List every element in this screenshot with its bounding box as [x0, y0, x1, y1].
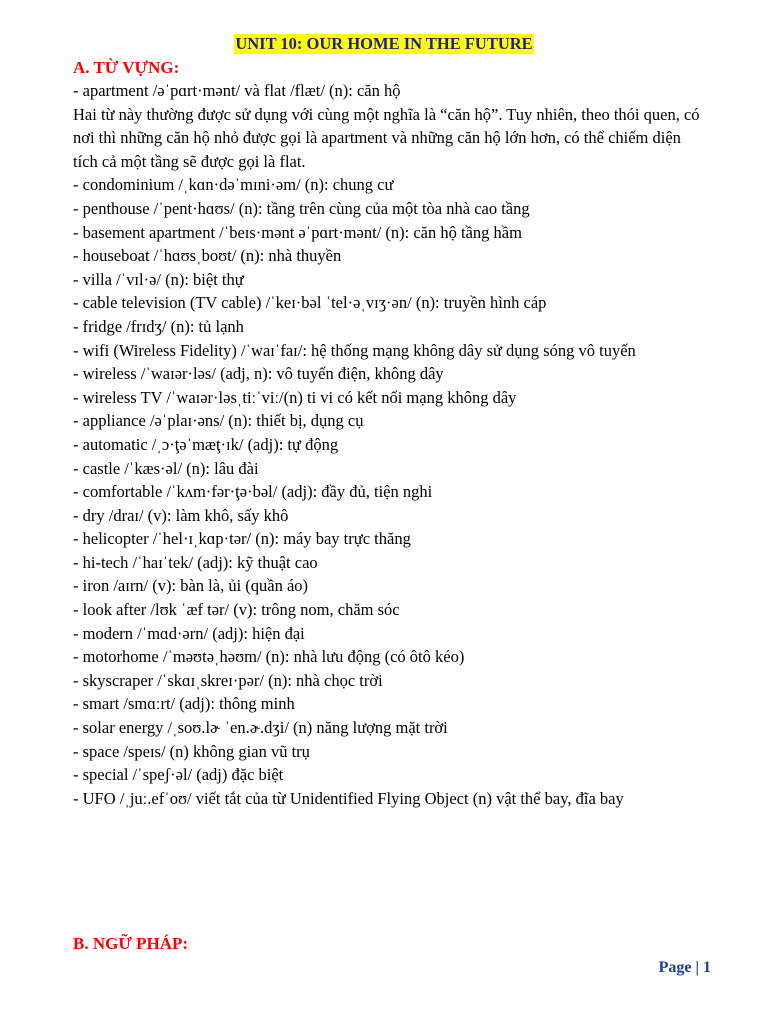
vocab-item: - helicopter /ˈhel·ɪˌkɑp·tər/ (n): máy bay trực thăng: [73, 529, 411, 549]
vocab-item: - special /ˈspeʃ·əl/ (adj) đặc biệt: [73, 765, 284, 785]
explanation-paragraph: Hai từ này thường được sử dụng với cùng một nghĩa là “căn hộ”. Tuy nhiên, theo thói quen, có nơi thì những căn hộ nhỏ được gọi là apartment và những căn hộ lớn hơn, có thể chiếm diện tích cả một tầng sẽ được gọi là flat.: [73, 104, 700, 171]
vocab-item: - skyscraper /ˈskɑɪˌskreɪ·pər/ (n): nhà chọc trời: [73, 670, 383, 690]
vocab-item: - wifi (Wireless Fidelity) /ˈwaɪˈfaɪ/: hệ thống mạng không dây sử dụng sóng vô tuyến: [73, 340, 636, 360]
vocab-item: - appliance /əˈplaɪ·əns/ (n): thiết bị, dụng cụ: [73, 411, 364, 431]
vocab-item: - penthouse /ˈpent·hɑʊs/ (n): tầng trên cùng của một tòa nhà cao tầng: [73, 198, 530, 218]
intro-line: - apartment /əˈpɑrt·mənt/ và flat /flæt/ (n): căn hộ: [73, 81, 401, 100]
vocab-item: - motorhome /ˈməʊtəˌhəʊm/ (n): nhà lưu động (có ôtô kéo): [73, 647, 465, 667]
vocab-item: - condominium /ˌkɑn·dəˈmɪni·əm/ (n): chung cư: [73, 175, 394, 195]
page-number: Page | 1: [658, 959, 711, 976]
vocab-item: - comfortable /ˈkʌm·fər·ţə·bəl/ (adj): đầy đủ, tiện nghi: [73, 482, 433, 502]
page-title: UNIT 10: OUR HOME IN THE FUTURE: [235, 34, 533, 53]
vocab-item: - automatic /ˌɔ·ţəˈmæţ·ɪk/ (adj): tự động: [73, 434, 339, 454]
vocab-item: - fridge /frɪdʒ/ (n): tủ lạnh: [73, 316, 244, 336]
vocab-item: - houseboat /ˈhɑʊsˌboʊt/ (n): nhà thuyền: [73, 246, 342, 266]
vocab-item: - iron /aɪrn/ (v): bàn là, ủi (quần áo): [73, 576, 309, 596]
vocab-list: [73, 173, 703, 810]
vocab-item: - hi-tech /ˈhaɪˈtek/ (adj): kỹ thuật cao: [73, 552, 318, 572]
vocab-item: - villa /ˈvɪl·ə/ (n): biệt thự: [73, 269, 244, 289]
vocab-item: - space /speɪs/ (n) không gian vũ trụ: [73, 741, 310, 761]
vocab-item: - modern /ˈmɑd·ərn/ (adj): hiện đại: [73, 623, 305, 643]
section-b-heading: B. NGỮ PHÁP:: [73, 934, 189, 953]
vocab-item: - dry /draɪ/ (v): làm khô, sấy khô: [73, 505, 289, 525]
vocab-item: - wireless /ˈwaɪər·ləs/ (adj, n): vô tuyến điện, không dây: [73, 364, 444, 384]
section-a-heading: A. TỪ VỰNG:: [73, 58, 180, 77]
vocab-item: - basement apartment /ˈbeɪs·mənt əˈpɑrt·mənt/ (n): căn hộ tầng hầm: [73, 222, 522, 242]
vocab-item: - wireless TV /ˈwaɪər·ləsˌtiːˈviː/(n) ti vi có kết nối mạng không dây: [73, 387, 517, 407]
vocab-item: - castle /ˈkæs·əl/ (n): lâu đài: [73, 458, 259, 478]
vocab-item: - UFO /ˌjuː.efˈoʊ/ viết tắt của từ Unidentified Flying Object (n) vật thể bay, đĩa bay: [73, 788, 624, 808]
vocab-item: - smart /smɑːrt/ (adj): thông minh: [73, 694, 295, 714]
vocab-item: - solar energy /ˌsoʊ.lɚ ˈen.ɚ.dʒi/ (n) năng lượng mặt trời: [73, 718, 448, 738]
vocabulary-content: [73, 79, 703, 810]
vocab-item: - cable television (TV cable) /ˈkeɪ·bəl ˈtel·əˌvɪʒ·ən/ (n): truyền hình cáp: [73, 293, 547, 313]
title-container: [0, 34, 768, 54]
vocab-item: - look after /lʊk ˈæf tər/ (v): trông nom, chăm sóc: [73, 600, 400, 620]
